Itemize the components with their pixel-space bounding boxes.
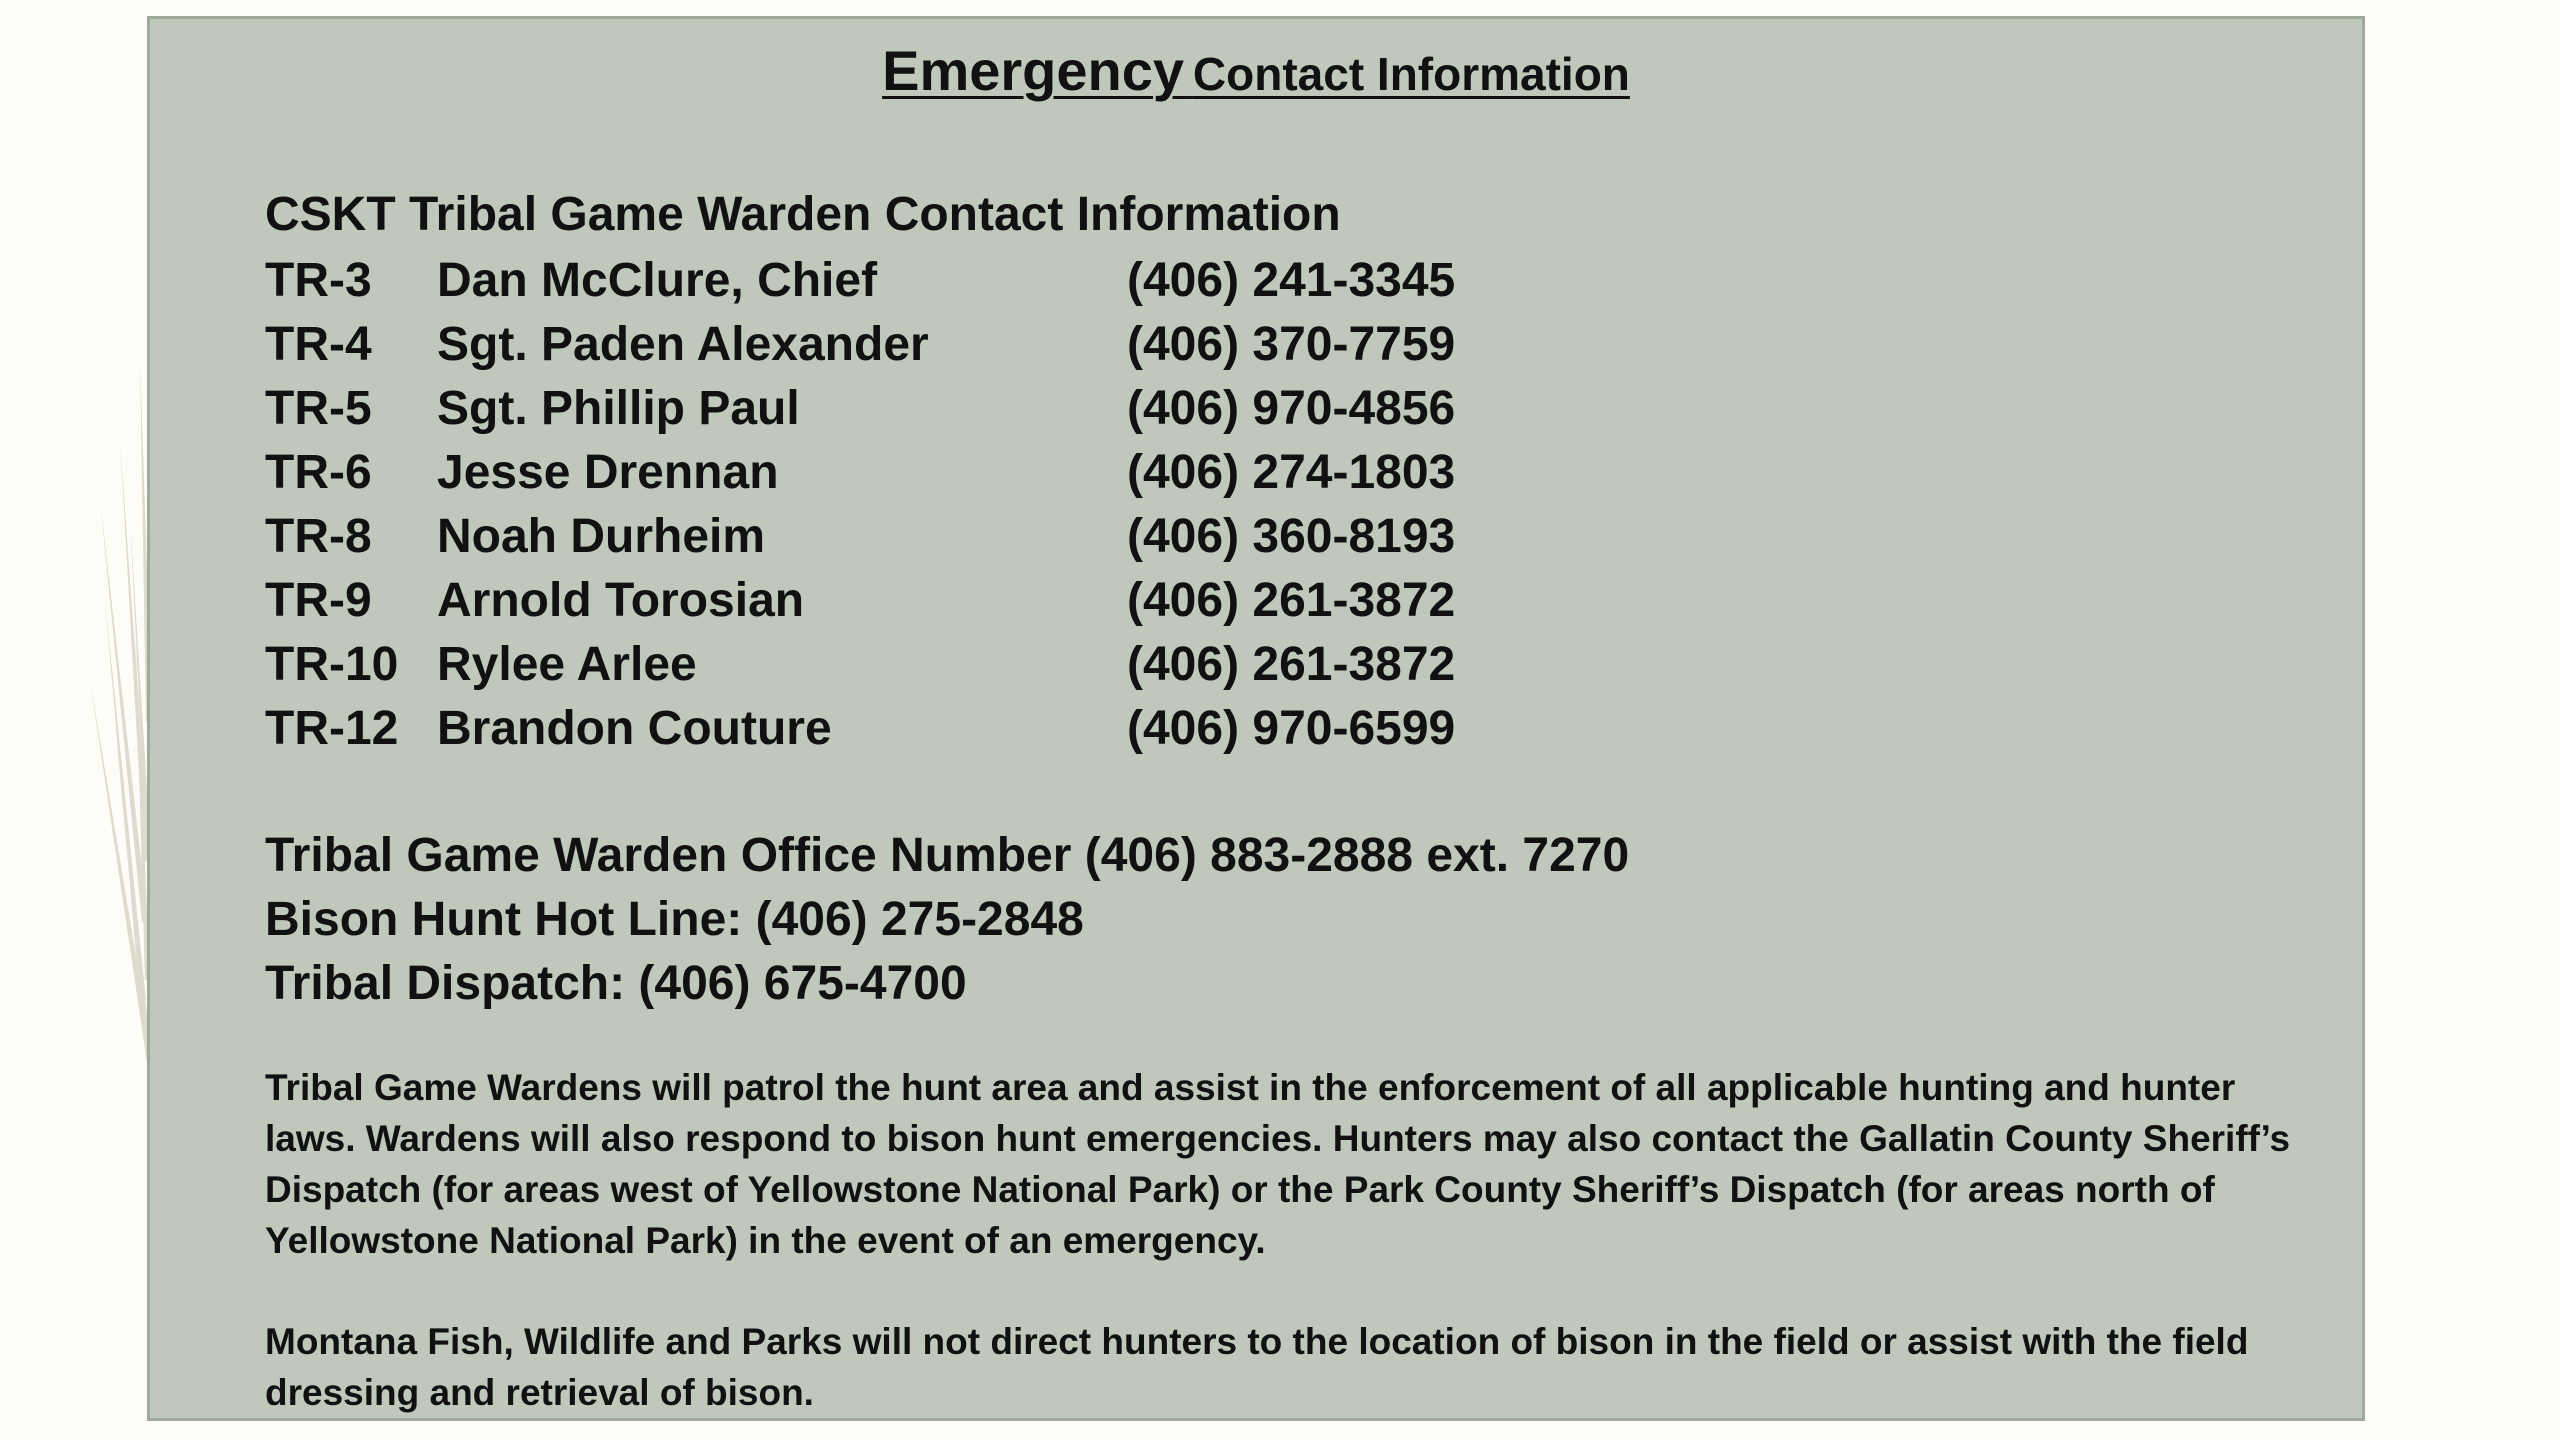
tribal-dispatch-line: Tribal Dispatch: (406) 675-4700: [265, 957, 967, 1010]
contact-name: Rylee Arlee: [437, 638, 697, 691]
contact-row: [265, 313, 1565, 377]
contact-row: [265, 505, 1565, 569]
title-emphasis: Emergency: [882, 39, 1185, 102]
contact-phone: (406) 261-3872: [1127, 574, 1456, 627]
grass-decoration: [0, 300, 160, 1060]
contact-phone: (406) 274-1803: [1127, 446, 1456, 499]
contact-unit: TR-9: [265, 574, 372, 627]
contact-name: Dan McClure, Chief: [437, 254, 878, 307]
page-title: [150, 37, 2362, 104]
contact-row: [265, 569, 1565, 633]
contact-list: [265, 249, 1565, 761]
section-heading: CSKT Tribal Game Warden Contact Information: [265, 188, 1341, 241]
contact-phone: (406) 241-3345: [1127, 254, 1456, 307]
contact-name: Sgt. Phillip Paul: [437, 382, 800, 435]
contact-name: Arnold Torosian: [437, 574, 805, 627]
office-numbers: [265, 824, 1629, 1016]
contact-unit: TR-10: [265, 638, 399, 691]
contact-phone: (406) 370-7759: [1127, 318, 1456, 371]
contact-row: [265, 249, 1565, 313]
contact-name: Brandon Couture: [437, 702, 832, 755]
contact-name: Jesse Drennan: [437, 446, 779, 499]
emergency-contact-panel: [147, 16, 2365, 1421]
contact-unit: TR-12: [265, 702, 399, 755]
contact-phone: (406) 360-8193: [1127, 510, 1456, 563]
contact-unit: TR-6: [265, 446, 372, 499]
contact-unit: TR-8: [265, 510, 372, 563]
contact-unit: TR-5: [265, 382, 372, 435]
contact-name: Sgt. Paden Alexander: [437, 318, 929, 371]
hot-line: Bison Hunt Hot Line: (406) 275-2848: [265, 893, 1084, 946]
contact-name: Noah Durheim: [437, 510, 766, 563]
warden-patrol-paragraph: Tribal Game Wardens will patrol the hunt area and assist in the enforcement of all applicable hunting and hunter laws. Wardens will also respond to bison hunt emergencies. Hunters may also contact the Gallatin County Sheriff’s Dispatch (for areas west of Yellowstone National Park) or the Park County Sheriff’s Dispatch (for areas north of Yellowstone National Park) in the event of an emergency.: [265, 1067, 2291, 1261]
contact-phone: (406) 970-6599: [1127, 702, 1456, 755]
fwp-notice-paragraph: Montana Fish, Wildlife and Parks will not direct hunters to the location of bison in the field or assist with the field dressing and retrieval of bison.: [265, 1321, 2249, 1413]
title-rest: Contact Information: [1192, 48, 1630, 100]
office-number-line: Tribal Game Warden Office Number (406) 883-2888 ext. 7270: [265, 829, 1630, 882]
contact-unit: TR-3: [265, 254, 372, 307]
contact-row: [265, 441, 1565, 505]
contact-phone: (406) 261-3872: [1127, 638, 1456, 691]
contact-row: [265, 697, 1565, 761]
contact-phone: (406) 970-4856: [1127, 382, 1456, 435]
contact-unit: TR-4: [265, 318, 372, 371]
contact-row: [265, 633, 1565, 697]
contact-row: [265, 377, 1565, 441]
